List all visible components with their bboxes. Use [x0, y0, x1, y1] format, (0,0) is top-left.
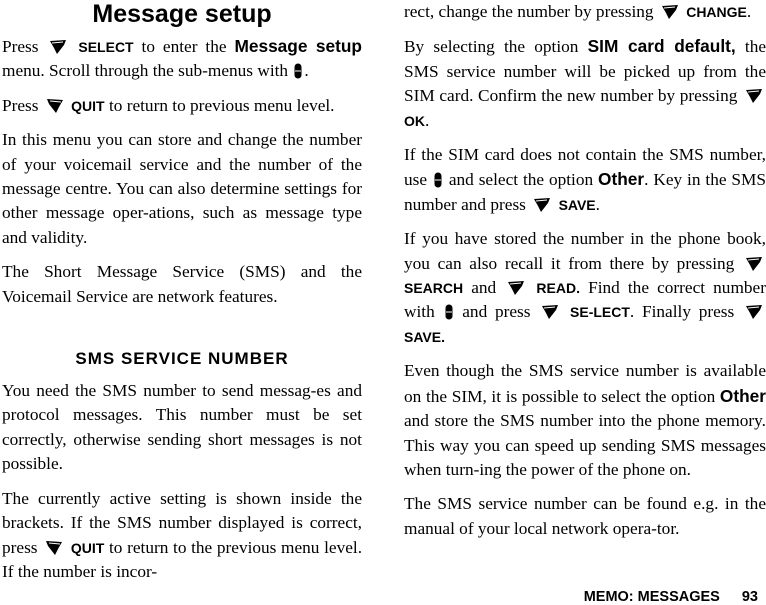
paragraph-sms-number: You need the SMS number to send messag-es and protocol messages. This number must be set correctly, otherwise sending short messages is not possible.: [2, 381, 362, 474]
text: . Finally press: [629, 302, 735, 322]
left-softkey-icon: [745, 256, 763, 272]
text: to enter the: [141, 37, 227, 56]
option-name: Other: [598, 169, 645, 190]
paragraph-other: [404, 143, 766, 217]
paragraph-active-setting: [2, 487, 362, 585]
scroll-key-icon: [294, 63, 302, 79]
left-softkey-icon: [533, 197, 551, 213]
left-column: [2, 0, 362, 594]
paragraph-network: The Short Message Service (SMS) and the Voicemail Service are network features.: [2, 262, 362, 306]
menu-name: Message setup: [234, 36, 362, 56]
paragraph-intro: In this menu you can store and change the number of your voicemail service and the number of the message centre. You can also determine settings for other message oper-ations, such as message type and validity.: [2, 130, 362, 247]
left-softkey-icon: [745, 88, 763, 104]
left-softkey-icon: [49, 39, 67, 55]
text: to return to previous menu level.: [108, 95, 335, 115]
key-label: OK: [404, 112, 425, 129]
text: If the SIM card does not contain the SMS number, use: [404, 145, 766, 190]
key-label: SAVE: [558, 196, 596, 213]
paragraph-phone-memory: [404, 359, 766, 482]
key-label: SELECT: [78, 39, 134, 55]
text: .: [746, 2, 752, 21]
text: .: [595, 194, 600, 214]
right-softkey-icon: [46, 98, 64, 114]
right-column: [404, 0, 766, 551]
key-label: QUIT: [71, 97, 105, 114]
key-label: SAVE.: [404, 328, 445, 345]
key-label: READ.: [536, 280, 580, 297]
key-label: QUIT: [70, 539, 105, 556]
text: and: [471, 278, 497, 298]
key-label: CHANGE: [686, 4, 747, 20]
text: If you have stored the number in the phone book, you can also recall it from there by pressing: [404, 229, 766, 273]
paragraph-change: [404, 0, 766, 24]
text: menu. Scroll through the sub-menus with: [2, 61, 289, 81]
option-name: Other: [719, 385, 766, 406]
scroll-key-icon: [434, 172, 442, 188]
text: and store the SMS number into the phone memory. This way you can speed up sending SMS messages when turn-ing the power of the phone on.: [404, 411, 766, 479]
section-name: MEMO: MESSAGES: [583, 589, 720, 605]
section-heading: SMS SERVICE NUMBER: [75, 349, 289, 369]
text: the SMS service number will be picked up from the SIM card. Confirm the new number by pressing: [404, 37, 766, 106]
text: Press: [2, 95, 39, 115]
text: Press: [2, 37, 39, 56]
left-softkey-icon: [661, 4, 679, 20]
text: .: [425, 110, 430, 130]
option-name: SIM card default,: [587, 36, 736, 57]
text: .: [304, 61, 309, 81]
paragraph-phonebook: [404, 227, 766, 349]
text: Find the correct number with: [404, 278, 766, 322]
left-softkey-icon: [507, 280, 525, 296]
scroll-key-icon: [445, 304, 453, 320]
paragraph-select: [2, 34, 362, 84]
paragraph-manual: The SMS service number can be found e.g. in the manual of your local network opera-tor.: [404, 494, 766, 538]
left-softkey-icon: [745, 304, 763, 320]
key-label: SE-LECT: [570, 304, 630, 321]
text: The currently active setting is shown inside the brackets. If the SMS number displayed is correct, press: [2, 488, 362, 557]
left-softkey-icon: [541, 304, 559, 320]
text: and select the option: [448, 170, 594, 190]
page-number: 93: [741, 589, 758, 605]
text: rect, change the number by pressing: [404, 2, 654, 21]
text: Even though the SMS service number is available on the SIM, it is possible to select the option: [404, 361, 766, 406]
text: to return to the previous menu level. If the number is incor-: [2, 537, 363, 581]
paragraph-quit: [2, 94, 362, 118]
page-footer: [584, 589, 758, 605]
key-label: SEARCH: [404, 280, 464, 297]
text: and press: [462, 302, 531, 322]
page-title: Message setup: [92, 0, 272, 28]
right-softkey-icon: [45, 540, 63, 556]
text: By selecting the option: [404, 37, 579, 57]
paragraph-sim-default: [404, 34, 766, 133]
text: . Key in the SMS number and press: [404, 170, 766, 214]
